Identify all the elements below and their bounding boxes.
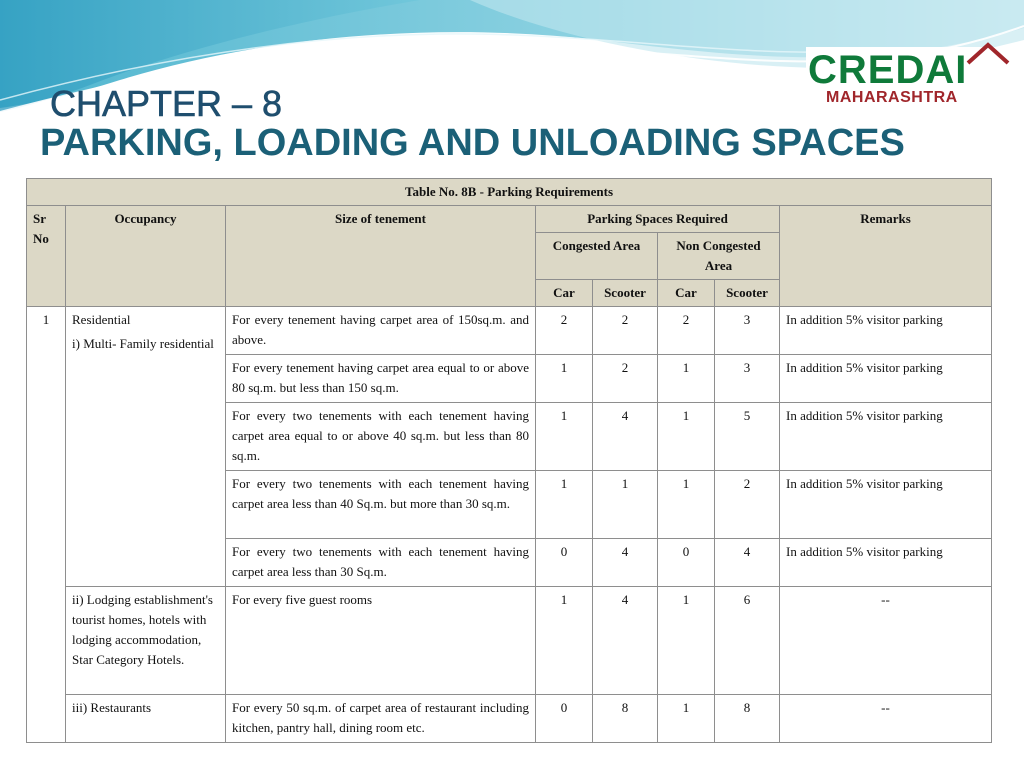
non-congested-scooter-cell: 3: [715, 307, 780, 355]
chapter-heading: CHAPTER – 8: [50, 83, 283, 124]
non-congested-scooter-cell: 4: [715, 539, 780, 587]
size-cell: For every tenement having carpet area equal to or above 80 sq.m. but less than 150 sq.m.: [226, 355, 536, 403]
non-congested-car-cell: 2: [658, 307, 715, 355]
logo-region: MAHARASHTRA: [826, 89, 958, 106]
non-congested-car-cell: 1: [658, 403, 715, 471]
size-cell: For every two tenements with each tenement having carpet area less than 40 Sq.m. but more than 30 sq.m.: [226, 471, 536, 539]
congested-scooter-cell: 8: [593, 695, 658, 743]
occupancy-cell-residential: [66, 307, 226, 587]
remarks-cell: In addition 5% visitor parking: [780, 403, 992, 471]
table-row: [27, 587, 992, 695]
congested-scooter-cell: 4: [593, 587, 658, 695]
congested-scooter-cell: 4: [593, 539, 658, 587]
non-congested-car-cell: 1: [658, 471, 715, 539]
congested-car-cell: 1: [536, 587, 593, 695]
size-cell: For every two tenements with each tenement having carpet area less than 30 Sq.m.: [226, 539, 536, 587]
size-cell: For every two tenements with each tenement having carpet area equal to or above 40 sq.m. but less than 80 sq.m.: [226, 403, 536, 471]
congested-car-cell: 1: [536, 355, 593, 403]
header-sr-no: Sr No: [27, 206, 66, 307]
header-size: Size of tenement: [226, 206, 536, 307]
non-congested-car-cell: 1: [658, 355, 715, 403]
header-remarks: Remarks: [780, 206, 992, 307]
header-congested: Congested Area: [536, 233, 658, 280]
sr-no-cell: 1: [27, 307, 66, 743]
logo-wordmark: CREDAI: [808, 48, 968, 92]
congested-car-cell: 0: [536, 695, 593, 743]
header-congested-scooter: Scooter: [593, 280, 658, 307]
header-non-congested: Non Congested Area: [658, 233, 780, 280]
credai-logo: [806, 47, 1010, 111]
non-congested-car-cell: 1: [658, 695, 715, 743]
size-cell: For every 50 sq.m. of carpet area of restaurant including kitchen, pantry hall, dining room etc.: [226, 695, 536, 743]
congested-scooter-cell: 4: [593, 403, 658, 471]
header-congested-car: Car: [536, 280, 593, 307]
congested-car-cell: 1: [536, 403, 593, 471]
remarks-cell: In addition 5% visitor parking: [780, 355, 992, 403]
remarks-cell: In addition 5% visitor parking: [780, 539, 992, 587]
remarks-cell: In addition 5% visitor parking: [780, 307, 992, 355]
size-cell: For every five guest rooms: [226, 587, 536, 695]
congested-scooter-cell: 1: [593, 471, 658, 539]
remarks-cell: In addition 5% visitor parking: [780, 471, 992, 539]
non-congested-scooter-cell: 5: [715, 403, 780, 471]
size-cell: For every tenement having carpet area of 150sq.m. and above.: [226, 307, 536, 355]
non-congested-scooter-cell: 2: [715, 471, 780, 539]
congested-car-cell: 1: [536, 471, 593, 539]
parking-requirements-table: [26, 178, 992, 743]
header-non-congested-scooter: Scooter: [715, 280, 780, 307]
remarks-cell: --: [780, 695, 992, 743]
occupancy-sublabel: i) Multi- Family residential: [72, 336, 214, 351]
table-row: [27, 695, 992, 743]
congested-scooter-cell: 2: [593, 307, 658, 355]
slide-title: PARKING, LOADING AND UNLOADING SPACES: [40, 122, 905, 164]
occupancy-cell-lodging: ii) Lodging establishment's tourist homes, hotels with lodging accommodation, Star Category Hotels.: [66, 587, 226, 695]
non-congested-scooter-cell: 8: [715, 695, 780, 743]
remarks-cell: --: [780, 587, 992, 695]
roof-icon: [964, 41, 1010, 65]
congested-car-cell: 2: [536, 307, 593, 355]
header-occupancy: Occupancy: [66, 206, 226, 307]
congested-scooter-cell: 2: [593, 355, 658, 403]
occupancy-label: Residential: [72, 312, 131, 327]
header-parking: Parking Spaces Required: [536, 206, 780, 233]
non-congested-car-cell: 1: [658, 587, 715, 695]
occupancy-cell-restaurants: iii) Restaurants: [66, 695, 226, 743]
non-congested-car-cell: 0: [658, 539, 715, 587]
congested-car-cell: 0: [536, 539, 593, 587]
non-congested-scooter-cell: 6: [715, 587, 780, 695]
header-non-congested-car: Car: [658, 280, 715, 307]
table-row: [27, 307, 992, 355]
non-congested-scooter-cell: 3: [715, 355, 780, 403]
table-caption: Table No. 8B - Parking Requirements: [27, 179, 992, 206]
